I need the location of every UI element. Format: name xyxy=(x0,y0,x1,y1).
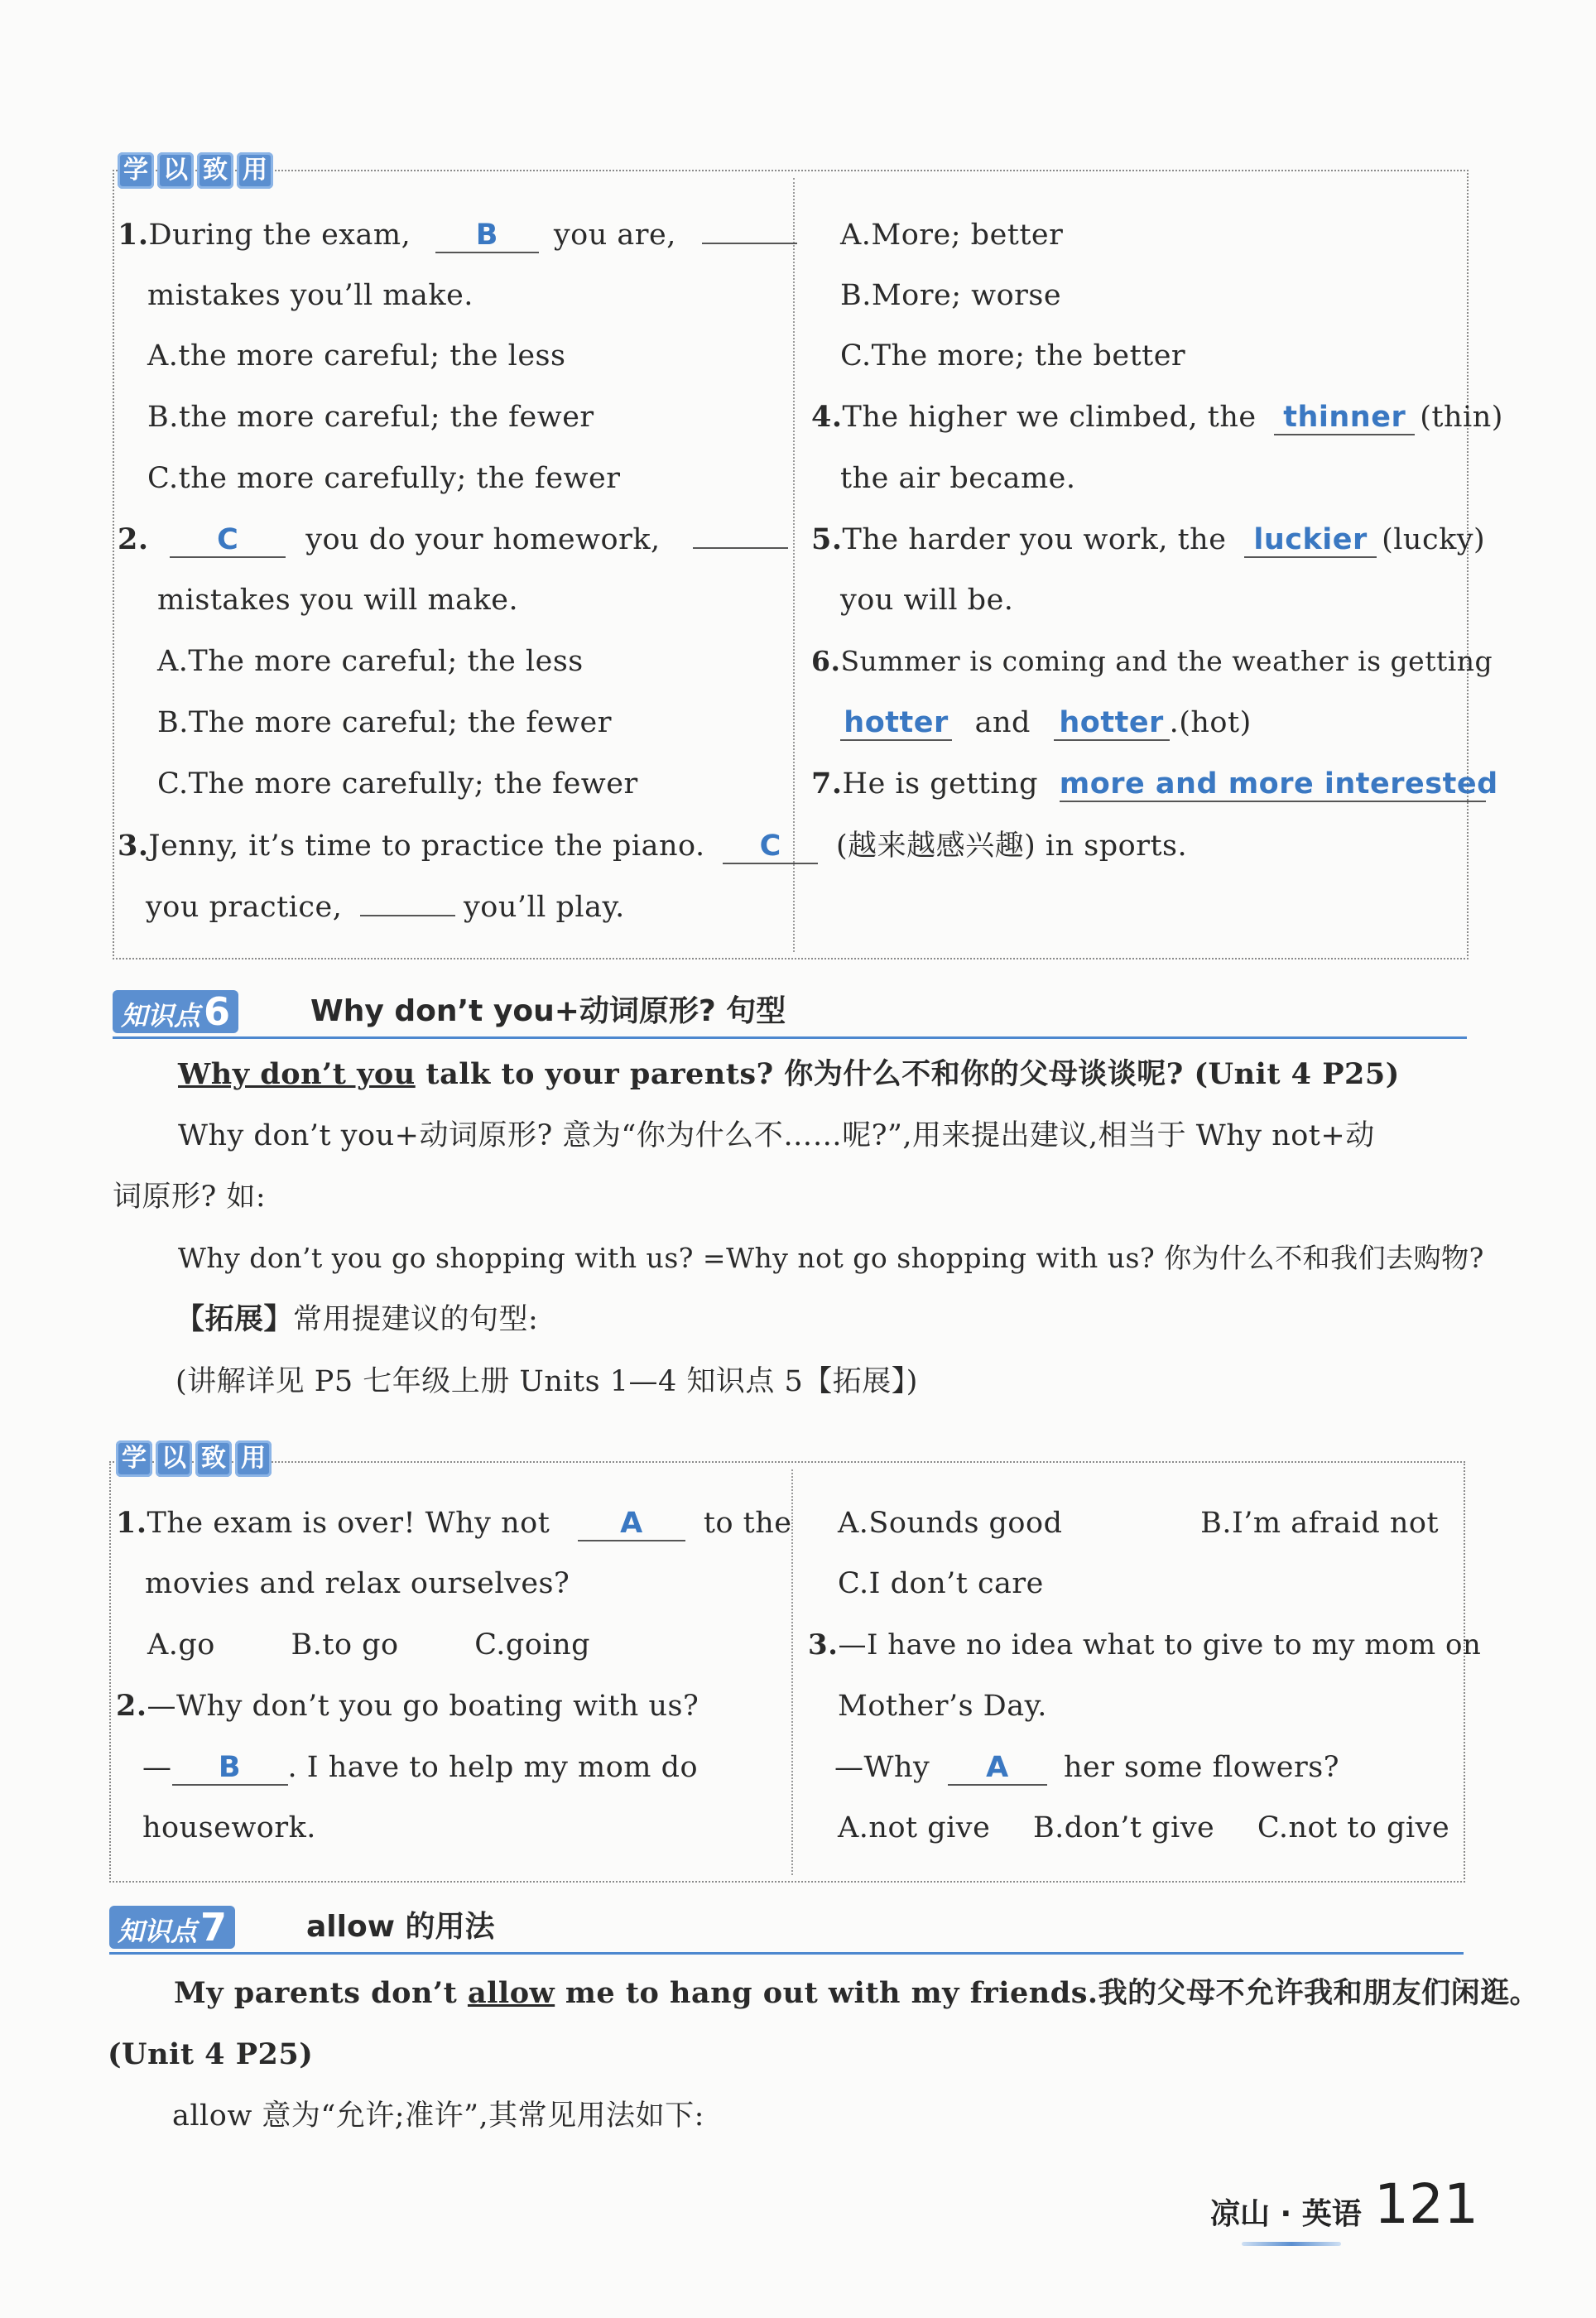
answer-blank: B xyxy=(435,219,539,253)
question-text: you are, xyxy=(553,219,676,252)
ex1-q7-line2: (越来越感兴趣) in sports. xyxy=(836,830,1188,863)
question-text: Jenny, it’s time to practice the piano. xyxy=(148,830,705,863)
kp7-title: allow 的用法 xyxy=(306,1910,495,1944)
question-number: 2. xyxy=(118,522,149,556)
option: A.Sounds good xyxy=(838,1507,1063,1540)
ex2-q2-line1 xyxy=(116,1688,699,1724)
tag-char: 致 xyxy=(195,1440,232,1477)
option: C.not to give xyxy=(1257,1811,1450,1844)
footer-subject: 凉山 · 英语 xyxy=(1210,2197,1362,2231)
ex1-q3-line1 xyxy=(118,828,818,864)
question-text: to the xyxy=(703,1507,792,1540)
kp6-title: Why don’t you+动词原形? 句型 xyxy=(310,994,786,1028)
question-text: The harder you work, the xyxy=(842,523,1227,556)
question-number: 1. xyxy=(116,1506,147,1540)
kp6-extension xyxy=(175,1301,538,1338)
underlined-phrase: allow xyxy=(467,1976,555,2010)
ex1-q2-line2: mistakes you will make. xyxy=(157,584,519,617)
ex1-q5-line2: you will be. xyxy=(840,584,1014,617)
ex1-q6-line1 xyxy=(811,643,1493,680)
ex2-q1-line1 xyxy=(116,1505,792,1541)
tag-char: 以 xyxy=(156,1440,192,1477)
option: B.The more careful; the fewer xyxy=(157,706,612,739)
answer-blank: C xyxy=(723,830,818,864)
question-number: 3. xyxy=(808,1628,839,1662)
question-text: . I have to help my mom do xyxy=(287,1751,699,1784)
knowledge-point-badge-7 xyxy=(109,1906,235,1949)
tag-char: 学 xyxy=(116,1440,152,1477)
kp7-example-ref: (Unit 4 P25) xyxy=(108,2037,314,2071)
option: A.the more careful; the less xyxy=(147,339,566,373)
kp6-extension-ref: (讲解详见 P5 七年级上册 Units 1—4 知识点 5【拓展】) xyxy=(175,1365,918,1398)
ex2-q3-line1 xyxy=(808,1627,1481,1663)
empty-blank xyxy=(360,890,455,916)
empty-blank xyxy=(702,218,797,244)
tag-char: 学 xyxy=(118,152,154,189)
kp6-example xyxy=(178,1056,1400,1093)
tag-char: 致 xyxy=(197,152,233,189)
question-text: He is getting xyxy=(842,767,1039,801)
kp6-explain-1: Why don’t you+动词原形? 意为“你为什么不……呢?”,用来提出建议,相当于 Why not+动 xyxy=(178,1119,1375,1152)
option: B.to go xyxy=(291,1628,399,1662)
question-text: her some flowers? xyxy=(1063,1751,1339,1784)
option: C.going xyxy=(474,1628,591,1662)
badge-label: 知识点 xyxy=(118,1916,198,1947)
ex1-q4-line2: the air became. xyxy=(840,462,1076,495)
option: A.not give xyxy=(838,1811,991,1844)
question-text: Summer is coming and the weather is getting xyxy=(840,645,1493,677)
answer-blank: luckier xyxy=(1244,523,1377,558)
ex2-q2-line2 xyxy=(142,1749,698,1786)
ex2-q1-options xyxy=(147,1627,590,1663)
kp7-explain: allow 意为“允许;准许”,其常见用法如下: xyxy=(172,2099,704,2133)
extension-text: 常用提建议的句型: xyxy=(293,1303,539,1336)
ex2-q2-options-row1 xyxy=(838,1505,1439,1541)
ex1-q7-line1 xyxy=(811,766,1498,802)
question-text: —I have no idea what to give to my mom on xyxy=(838,1628,1482,1662)
hint: .(hot) xyxy=(1169,706,1252,739)
answer-blank: A xyxy=(578,1507,685,1541)
ex2-q3-line3 xyxy=(834,1749,1339,1786)
section-tag-2 xyxy=(116,1440,272,1477)
option: C.the more carefully; the fewer xyxy=(147,462,621,495)
kp6-explain-2: 词原形? 如: xyxy=(113,1181,267,1214)
question-text: you practice, xyxy=(146,891,343,924)
knowledge-point-badge-6 xyxy=(113,990,238,1033)
ex1-q4-line1 xyxy=(811,399,1503,435)
empty-blank xyxy=(693,522,788,549)
ex1-q1-line2: mistakes you’ll make. xyxy=(147,279,474,312)
example-text: My parents don’t xyxy=(174,1976,468,2010)
kp6-rule xyxy=(113,1036,1467,1039)
ex1-q1-line1 xyxy=(118,217,797,253)
ex2-q1-line2: movies and relax ourselves? xyxy=(145,1567,570,1600)
question-text: you do your homework, xyxy=(305,523,661,556)
answer-blank: A xyxy=(948,1751,1047,1786)
answer-blank: hotter xyxy=(840,706,952,741)
question-number: 6. xyxy=(811,645,841,677)
example-text: me to hang out with my friends.我的父母不允许我和朋友们闲逛。 xyxy=(555,1976,1540,2010)
tag-char: 用 xyxy=(235,1440,272,1477)
question-number: 3. xyxy=(118,829,149,863)
option: B.More; worse xyxy=(840,279,1062,312)
question-number: 1. xyxy=(118,218,149,252)
tag-char: 以 xyxy=(157,152,194,189)
question-number: 7. xyxy=(811,767,843,801)
question-text: The higher we climbed, the xyxy=(842,401,1257,434)
badge-number: 6 xyxy=(204,989,231,1034)
answer-blank: thinner xyxy=(1274,401,1415,435)
option: A.go xyxy=(147,1628,215,1662)
question-number: 5. xyxy=(811,522,843,556)
answer-blank: B xyxy=(172,1751,288,1786)
tag-char: 用 xyxy=(237,152,273,189)
underlined-phrase: Why don’t you xyxy=(178,1057,416,1091)
option: A.More; better xyxy=(840,219,1064,252)
badge-label: 知识点 xyxy=(121,1000,201,1032)
ex2-q3-options xyxy=(838,1810,1449,1846)
ex2-q3-line2: Mother’s Day. xyxy=(838,1690,1047,1723)
option: A.The more careful; the less xyxy=(157,645,584,678)
ex1-q2-line1 xyxy=(118,522,788,558)
kp6-example-2: Why don’t you go shopping with us? =Why not go shopping with us? 你为什么不和我们去购物? xyxy=(178,1242,1484,1274)
hint: (thin) xyxy=(1420,401,1503,434)
question-text: During the exam, xyxy=(148,219,411,252)
extension-label: 【拓展】 xyxy=(175,1302,294,1336)
question-number: 2. xyxy=(116,1689,147,1723)
question-text: —Why don’t you go boating with us? xyxy=(147,1690,699,1723)
page-number: 121 xyxy=(1374,2172,1478,2236)
option: B.don’t give xyxy=(1032,1811,1215,1844)
question-text: and xyxy=(974,706,1031,739)
kp7-rule xyxy=(109,1952,1464,1955)
option: C.The more; the better xyxy=(840,339,1186,373)
example-text: talk to your parents? 你为什么不和你的父母谈谈呢? (Unit 4 P25) xyxy=(415,1057,1400,1091)
ex2-q2-line3: housework. xyxy=(142,1811,316,1844)
kp7-example xyxy=(174,1975,1539,2012)
ex1-q3-line2 xyxy=(146,889,625,926)
ex1-q6-line2 xyxy=(840,705,1252,741)
footer-accent-line xyxy=(1242,2242,1341,2246)
option: C.The more carefully; the fewer xyxy=(157,767,638,801)
question-text: — xyxy=(142,1751,172,1784)
option: B.I’m afraid not xyxy=(1200,1507,1440,1540)
question-text: The exam is over! Why not xyxy=(147,1507,550,1540)
section-tag-1 xyxy=(118,152,273,189)
question-text: —Why xyxy=(834,1751,930,1784)
badge-number: 7 xyxy=(200,1905,228,1950)
hint: (lucky) xyxy=(1382,523,1486,556)
answer-blank: C xyxy=(170,523,286,558)
answer-blank: more and more interested xyxy=(1059,767,1498,801)
question-number: 4. xyxy=(811,400,843,434)
option: B.the more careful; the fewer xyxy=(147,401,594,434)
ex1-q5-line1 xyxy=(811,522,1485,558)
question-text: you’ll play. xyxy=(463,891,625,924)
answer-blank: hotter xyxy=(1054,706,1170,741)
option: C.I don’t care xyxy=(838,1567,1044,1600)
